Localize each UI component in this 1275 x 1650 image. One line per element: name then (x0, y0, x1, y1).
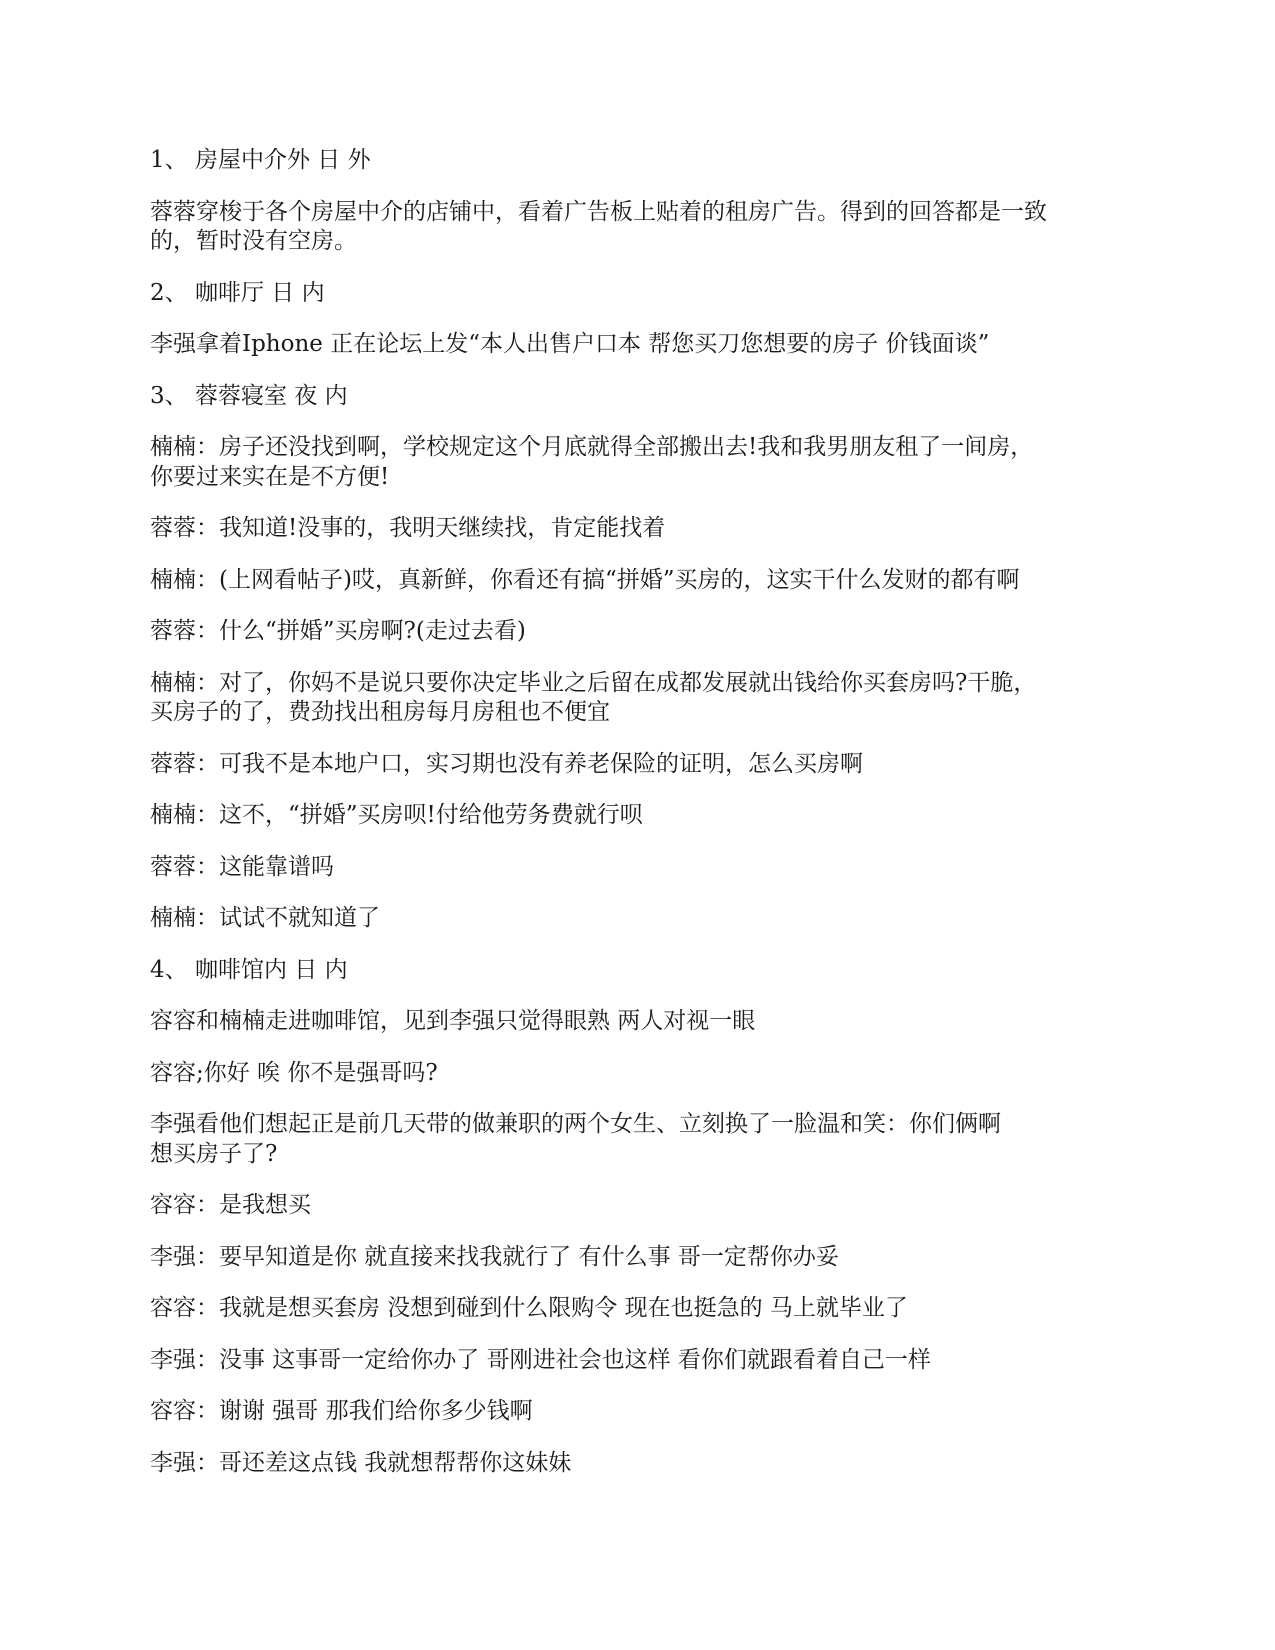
text-line: 李强看他们想起正是前几天带的做兼职的两个女生、立刻换了一脸温和笑：你们俩啊 (150, 1111, 1001, 1137)
text-line: 楠楠：房子还没找到啊，学校规定这个月底就得全部搬出去!我和我男朋友租了一间房， (150, 434, 1034, 460)
paragraph (150, 198, 1130, 257)
paragraph (150, 669, 1130, 728)
text-line: 李强拿着Iphone 正在论坛上发“本人出售户口本 帮您买刀您想要的房子 价钱面谈” (150, 331, 990, 357)
text-line: 你要过来实在是不方便! (150, 463, 390, 490)
paragraph (150, 1007, 1130, 1037)
text-line: 1、 房屋中介外 日 外 (150, 147, 371, 173)
text-line: 蓉蓉：这能靠谱吗 (150, 853, 334, 880)
paragraph (150, 1243, 1130, 1273)
text-line: 蓉蓉穿梭于各个房屋中介的店铺中，看着广告板上贴着的租房广告。得到的回答都是一致 (150, 198, 1047, 225)
paragraph (150, 1346, 1130, 1376)
paragraph (150, 1059, 1130, 1089)
text-line: 楠楠：(上网看帖子)哎，真新鲜，你看还有搞“拼婚”买房的，这实干什么发财的都有啊 (150, 566, 1020, 593)
paragraph (150, 853, 1130, 883)
text-line: 容容：谢谢 强哥 那我们给你多少钱啊 (150, 1398, 533, 1424)
text-line: 4、 咖啡馆内 日 内 (150, 956, 348, 983)
text-line: 2、 咖啡厅 日 内 (150, 279, 325, 306)
text-line: 容容：我就是想买套房 没想到碰到什么限购令 现在也挺急的 马上就毕业了 (150, 1295, 908, 1321)
document-body (150, 146, 1130, 1500)
text-line: 楠楠：试试不就知道了 (150, 905, 380, 931)
paragraph (150, 433, 1130, 492)
text-line: 楠楠：对了，你妈不是说只要你决定毕业之后留在成都发展就出钱给你买套房吗?干脆， (150, 669, 1037, 696)
text-line: 买房子的了，费劲找出租房每月房租也不便宜 (150, 699, 610, 725)
paragraph (150, 566, 1130, 596)
paragraph (150, 330, 1130, 360)
paragraph (150, 956, 1130, 986)
text-line: 容容：是我想买 (150, 1192, 311, 1218)
paragraph (150, 750, 1130, 780)
paragraph (150, 1191, 1130, 1221)
paragraph (150, 1294, 1130, 1324)
paragraph (150, 279, 1130, 309)
text-line: 蓉蓉：可我不是本地户口，实习期也没有养老保险的证明，怎么买房啊 (150, 750, 863, 777)
paragraph (150, 1449, 1130, 1479)
paragraph (150, 617, 1130, 647)
text-line: 容容和楠楠走进咖啡馆，见到李强只觉得眼熟 两人对视一眼 (150, 1008, 756, 1034)
paragraph (150, 1397, 1130, 1427)
paragraph (150, 801, 1130, 831)
text-line: 容容;你好 唉 你不是强哥吗? (150, 1059, 438, 1086)
text-line: 想买房子了? (150, 1140, 278, 1167)
paragraph (150, 514, 1130, 544)
paragraph (150, 904, 1130, 934)
text-line: 3、 蓉蓉寝室 夜 内 (150, 382, 348, 409)
text-line: 楠楠：这不，“拼婚”买房呗!付给他劳务费就行呗 (150, 802, 643, 828)
paragraph (150, 146, 1130, 176)
text-line: 的，暂时没有空房。 (150, 228, 357, 254)
paragraph (150, 382, 1130, 412)
text-line: 李强：哥还差这点钱 我就想帮帮你这妹妹 (150, 1449, 572, 1476)
paragraph (150, 1110, 1130, 1169)
text-line: 李强：没事 这事哥一定给你办了 哥刚进社会也这样 看你们就跟看着自己一样 (150, 1346, 931, 1373)
text-line: 蓉蓉：什么“拼婚”买房啊?(走过去看) (150, 618, 526, 644)
text-line: 李强：要早知道是你 就直接来找我就行了 有什么事 哥一定帮你办妥 (150, 1243, 839, 1270)
text-line: 蓉蓉：我知道!没事的，我明天继续找，肯定能找着 (150, 515, 666, 541)
